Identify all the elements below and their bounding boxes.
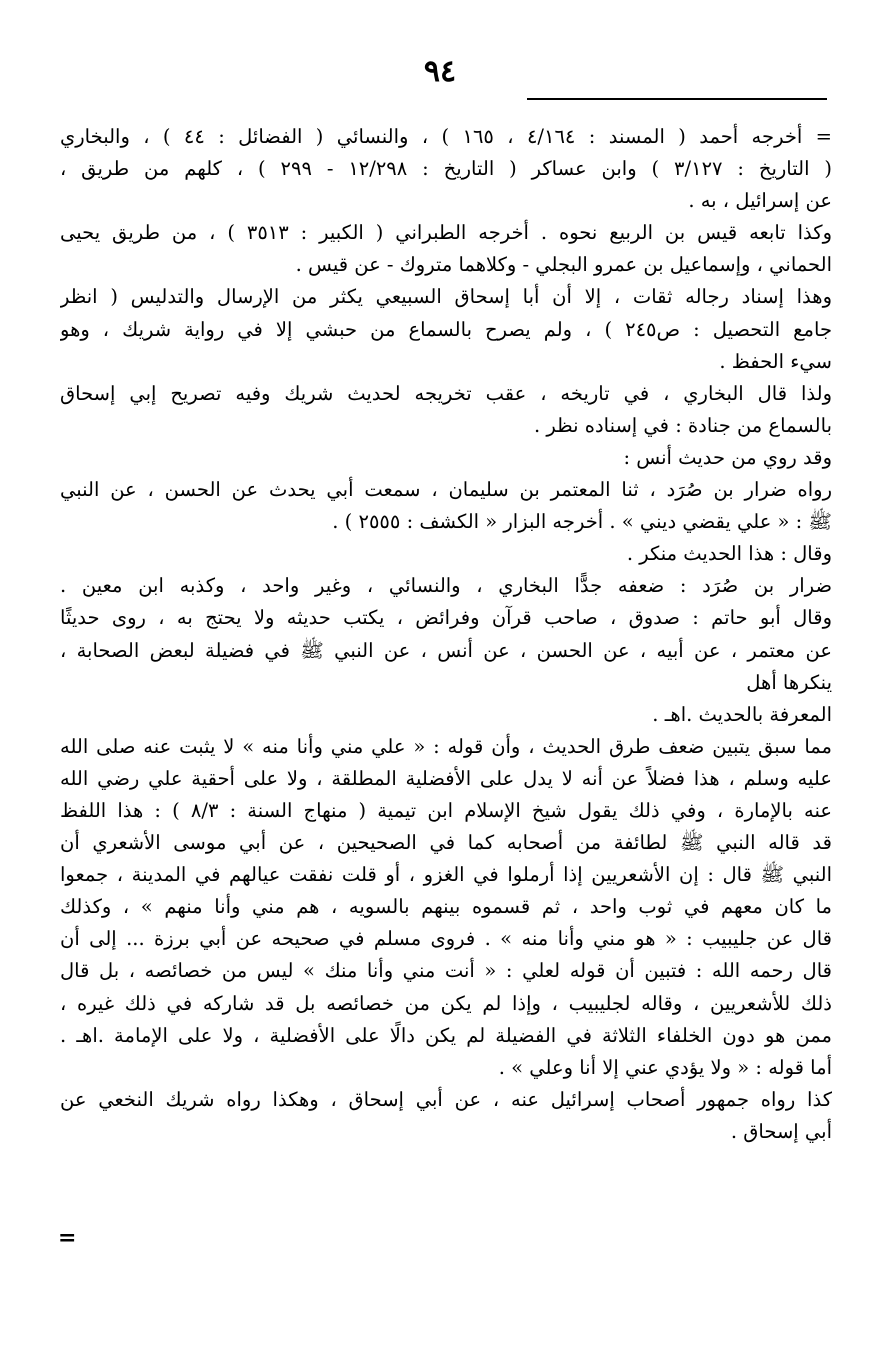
text-line: ما كان معهم في ثوب واحد ، ثم قسموه بينهم بالسويه ، هم مني وأنا منهم » ، وكذلك <box>60 895 832 919</box>
text-line: ذلك للأشعريين ، وقاله لجليبيب ، وإذا لم يكن من خصائصه بل قد شاركه في ذلك غيره ، <box>60 991 832 1015</box>
text-line: عليه وسلم ، هذا فضلاً عن أنه لا يدل على الأفضلية المطلقة ، ولا على أحقية علي رضي الله <box>60 766 832 790</box>
text-line: ﷺ : « علي يقضي ديني » . أخرجه البزار « الكشف : ٢٥٥٥ ) . <box>332 510 832 534</box>
text-line: عنه بالإمارة ، وفي ذلك يقول شيخ الإسلام ابن تيمية ( منهاج السنة : ٨/٣ ) : هذا اللفظ <box>60 798 832 822</box>
text-line: وكذا تابعه قيس بن الربيع نحوه . أخرجه الطبراني ( الكبير : ٣٥١٣ ) ، من طريق يحيى <box>60 221 832 245</box>
page-number: ٩٤ <box>423 54 457 89</box>
text-line: رواه ضرار بن صُرَد ، ثنا المعتمر بن سليمان ، سمعت أبي يحدث عن الحسن ، عن النبي <box>60 478 832 502</box>
text-line: عن إسرائيل ، به . <box>688 189 832 213</box>
continuation-mark: = <box>58 1225 77 1251</box>
text-line: مما سبق يتبين ضعف طرق الحديث ، وأن قوله : « علي مني وأنا منه » لا يثبت عنه صلى الله <box>60 734 832 758</box>
text-line: جامع التحصيل : ص٢٤٥ ) ، ولم يصرح بالسماع من حبشي إلا في رواية شريك ، وهو <box>60 317 832 341</box>
text-line: وقال أبو حاتم : صدوق ، صاحب قرآن وفرائض ، يكتب حديثه ولا يحتج به ، روى حديثًا <box>60 606 832 630</box>
text-line: وهذا إسناد رجاله ثقات ، إلا أن أبا إسحاق السبيعي يكثر من الإرسال والتدليس ( انظر <box>60 285 832 309</box>
text-line: ممن هو دون الخلفاء الثلاثة في الفضيلة لم يكن دالًا على الأفضلية ، ولا على الإمامة .اهـ . <box>60 1023 832 1047</box>
text-line: بالسماع من جنادة : في إسناده نظر . <box>533 413 832 437</box>
text-line: قال رحمه الله : فتبين أن قوله لعلي : « أنت مني وأنا منك » ليس من خصائصه ، بل قال <box>60 959 832 983</box>
text-line: المعرفة بالحديث .اهـ . <box>652 702 832 726</box>
text-line: كذا رواه جمهور أصحاب إسرائيل عنه ، عن أبي إسحاق ، وهكذا رواه شريك النخعي عن <box>60 1087 832 1111</box>
text-line: ولذا قال البخاري ، في تاريخه ، عقب تخريجه لحديث شريك وفيه تصريح إبي إسحاق <box>60 381 832 405</box>
footnote-body <box>60 121 832 1148</box>
text-line: ( التاريخ : ٣/١٢٧ ) وابن عساكر ( التاريخ : ١٢/٢٩٨ - ٢٩٩ ) ، كلهم من طريق ، <box>60 157 832 181</box>
header-rule <box>527 98 827 100</box>
text-line: الحماني ، وإسماعيل بن عمرو البجلي - وكلاهما متروك - عن قيس . <box>295 253 832 277</box>
text-line: وقال : هذا الحديث منكر . <box>626 542 832 566</box>
text-line: قال عن جليبيب : « هو مني وأنا منه » . فروى مسلم في صحيحه عن أبي برزة ... إلى أن <box>60 927 832 951</box>
text-line: وقد روي من حديث أنس : <box>623 445 832 469</box>
text-line: سيء الحفظ . <box>719 349 832 373</box>
text-line: عن معتمر ، عن أبيه ، عن الحسن ، عن أنس ، عن النبي ﷺ في فضيلة لبعض الصحابة ، <box>60 638 832 662</box>
text-line: ضرار بن صُرَد : ضعفه جدًّا البخاري ، والنسائي ، وغير واحد ، وكذبه ابن معين . <box>60 574 832 598</box>
text-line: النبي ﷺ قال : إن الأشعريين إذا أرملوا في الغزو ، أو قلت نفقت عيالهم في المدينة ، جمعوا <box>60 863 832 887</box>
text-line: = أخرجه أحمد ( المسند : ٤/١٦٤ ، ١٦٥ ) ، والنسائي ( الفضائل : ٤٤ ) ، والبخاري <box>60 125 832 148</box>
text-line: قد قاله النبي ﷺ لطائفة من أصحابه كما في الصحيحين ، عن أبي موسى الأشعري أن <box>60 831 832 855</box>
text-line: أما قوله : « ولا يؤدي عني إلا أنا وعلي » . <box>498 1055 832 1079</box>
text-line: أبي إسحاق . <box>730 1119 832 1143</box>
text-line: ينكرها أهل <box>746 670 832 694</box>
